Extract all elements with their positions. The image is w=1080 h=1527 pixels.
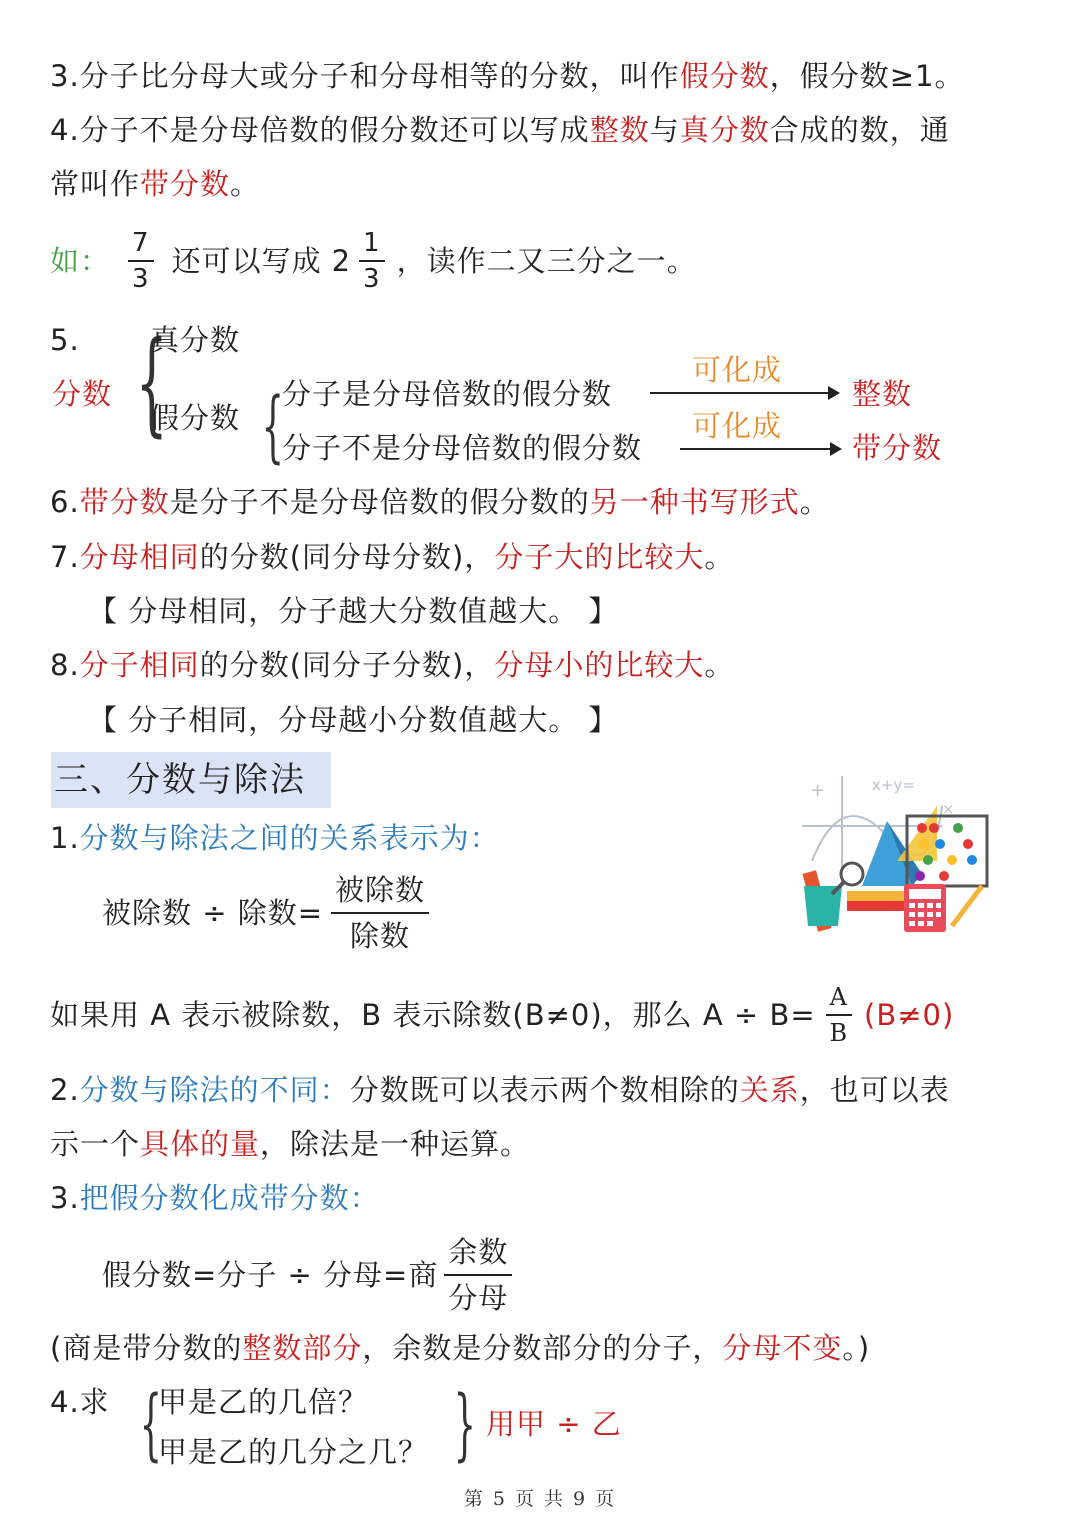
text: 示一个: [50, 1127, 141, 1161]
formula-improper: [102, 1230, 512, 1320]
text: 还可以写成: [171, 244, 322, 278]
section-heading: 三、分数与除法: [54, 760, 306, 800]
condition: (B≠0): [864, 998, 955, 1032]
text: 。: [230, 167, 261, 201]
brace-sub: {: [261, 382, 284, 472]
keyword: 分母不变: [722, 1331, 843, 1365]
text: ，除法是一种运算。: [260, 1127, 531, 1161]
item-7: [50, 537, 734, 577]
item-number: 2.: [50, 1073, 80, 1107]
question-times: 甲是乙的几倍？: [158, 1385, 369, 1419]
p3-title-line: [50, 1178, 380, 1218]
subtitle: 把假分数化成带分数：: [79, 1181, 380, 1215]
keyword: 分子相同: [79, 648, 200, 682]
p1-ab-line: [50, 980, 954, 1050]
text: 合成的数，通: [769, 113, 950, 147]
item-4-prefix: 4.求: [50, 1385, 110, 1419]
brace-left: {: [139, 1380, 162, 1470]
keyword: 分母小的比较大: [494, 648, 705, 682]
whole-number: 2: [331, 244, 352, 278]
text: ，假分数≥1。: [769, 59, 965, 93]
arrow-1: [650, 392, 838, 394]
text: ，读作二又三分之一。: [396, 244, 697, 278]
text: 与: [649, 113, 680, 147]
item-number: 1.: [50, 821, 80, 855]
text: 是分子不是分母倍数的假分数的: [169, 485, 590, 519]
keyword: 关系: [739, 1073, 800, 1107]
question-fraction-of: 甲是乙的几分之几？: [158, 1435, 429, 1469]
item-8-note: 【 分子相同，分母越小分数值越大。 】: [88, 703, 619, 737]
text: 。: [704, 648, 735, 682]
denominator: B: [829, 1019, 849, 1047]
arrow-label-1: 可化成: [692, 353, 783, 387]
tree-proper-fraction: 真分数: [150, 323, 241, 357]
text: 分子比分母大或分子和分母相等的分数，叫作: [79, 59, 680, 93]
item-8: [50, 645, 734, 685]
denominator: 除数: [350, 919, 411, 953]
keyword: 整数: [589, 113, 650, 147]
p2-line1: [50, 1070, 950, 1110]
numerator: 7: [128, 226, 154, 262]
numerator: 余数: [444, 1230, 512, 1276]
text: 。): [842, 1331, 871, 1365]
keyword: 具体的量: [140, 1127, 261, 1161]
numerator: A: [826, 980, 852, 1016]
p1-title-line: [50, 818, 500, 858]
formula-fraction: [331, 868, 429, 958]
text: (商是带分数的: [50, 1331, 243, 1365]
arrow-label-2: 可化成: [692, 409, 783, 443]
formula-left: 被除数 ÷ 除数=: [102, 896, 324, 930]
tree-improper-fraction: 假分数: [150, 401, 241, 435]
item-number: 3.: [50, 59, 80, 93]
svg-text:x+y=: x+y=: [872, 776, 915, 794]
denominator: 3: [132, 264, 150, 294]
p3-note: [50, 1328, 870, 1368]
tree-result-integer: 整数: [852, 377, 913, 411]
numerator: 被除数: [331, 868, 429, 914]
text: 常叫作: [50, 167, 141, 201]
text: 。: [799, 485, 830, 519]
text: 如果用 A 表示被除数，B 表示除数(B≠0)，那么 A ÷ B=: [50, 998, 816, 1032]
p2-line2: [50, 1124, 530, 1164]
text: ，余数是分数部分的分子，: [362, 1331, 723, 1365]
denominator: 3: [363, 264, 381, 294]
item-number: 3.: [50, 1181, 80, 1215]
item-4-line1: [50, 110, 950, 150]
item-number: 8.: [50, 648, 80, 682]
brace-right: }: [453, 1380, 476, 1470]
item-number: 6.: [50, 485, 80, 519]
numerator: 1: [359, 226, 385, 262]
example-label: 如：: [50, 244, 111, 278]
text: 分数既可以表示两个数相除的: [349, 1073, 740, 1107]
example-line: [50, 226, 697, 296]
tree-branch-multiple: 分子是分母倍数的假分数: [282, 377, 613, 411]
denominator: 分母: [448, 1281, 509, 1315]
text: 。: [704, 540, 735, 574]
answer-divide: 用甲 ÷ 乙: [486, 1407, 622, 1441]
item-number: 4.: [50, 113, 80, 147]
arrow-2: [680, 448, 840, 450]
item-4-line2: [50, 164, 260, 204]
brace-main: {: [135, 318, 168, 448]
keyword: 整数部分: [242, 1331, 363, 1365]
fraction-7-3: [128, 226, 154, 296]
keyword: 假分数: [679, 59, 770, 93]
formula-fraction: [444, 1230, 512, 1320]
svg-text:+: +: [810, 780, 826, 801]
fraction-1-3: [359, 226, 385, 296]
item-6: [50, 482, 830, 522]
item-number: 5.: [50, 323, 80, 357]
item-number: 7.: [50, 540, 80, 574]
svg-text:×: ×: [942, 800, 955, 818]
formula-left: 假分数=分子 ÷ 分母=商: [102, 1258, 439, 1292]
tree-root-fraction: 分数: [52, 377, 113, 411]
text: 的分数(同分子分数)，: [199, 648, 495, 682]
text: 分子不是分母倍数的假分数还可以写成: [79, 113, 590, 147]
keyword: 分母相同: [79, 540, 200, 574]
keyword: 真分数: [679, 113, 770, 147]
subtitle: 分数与除法之间的关系表示为：: [79, 821, 500, 855]
item-3: [50, 56, 964, 96]
tree-result-mixed: 带分数: [852, 431, 943, 465]
math-tools-illustration: [792, 766, 992, 936]
page-footer: 第 5 页 共 9 页: [463, 1488, 617, 1510]
keyword: 分子大的比较大: [494, 540, 705, 574]
item-7-note: 【 分母相同，分子越大分数值越大。 】: [88, 594, 619, 628]
keyword: 另一种书写形式: [589, 485, 800, 519]
text: ，也可以表: [799, 1073, 950, 1107]
fraction-a-b: [826, 980, 852, 1050]
subtitle: 分数与除法的不同：: [79, 1073, 350, 1107]
keyword: 带分数: [140, 167, 231, 201]
text: 的分数(同分母分数)，: [199, 540, 495, 574]
tree-branch-non-multiple: 分子不是分母倍数的假分数: [282, 431, 643, 465]
formula-division: [102, 868, 429, 958]
keyword: 带分数: [79, 485, 170, 519]
